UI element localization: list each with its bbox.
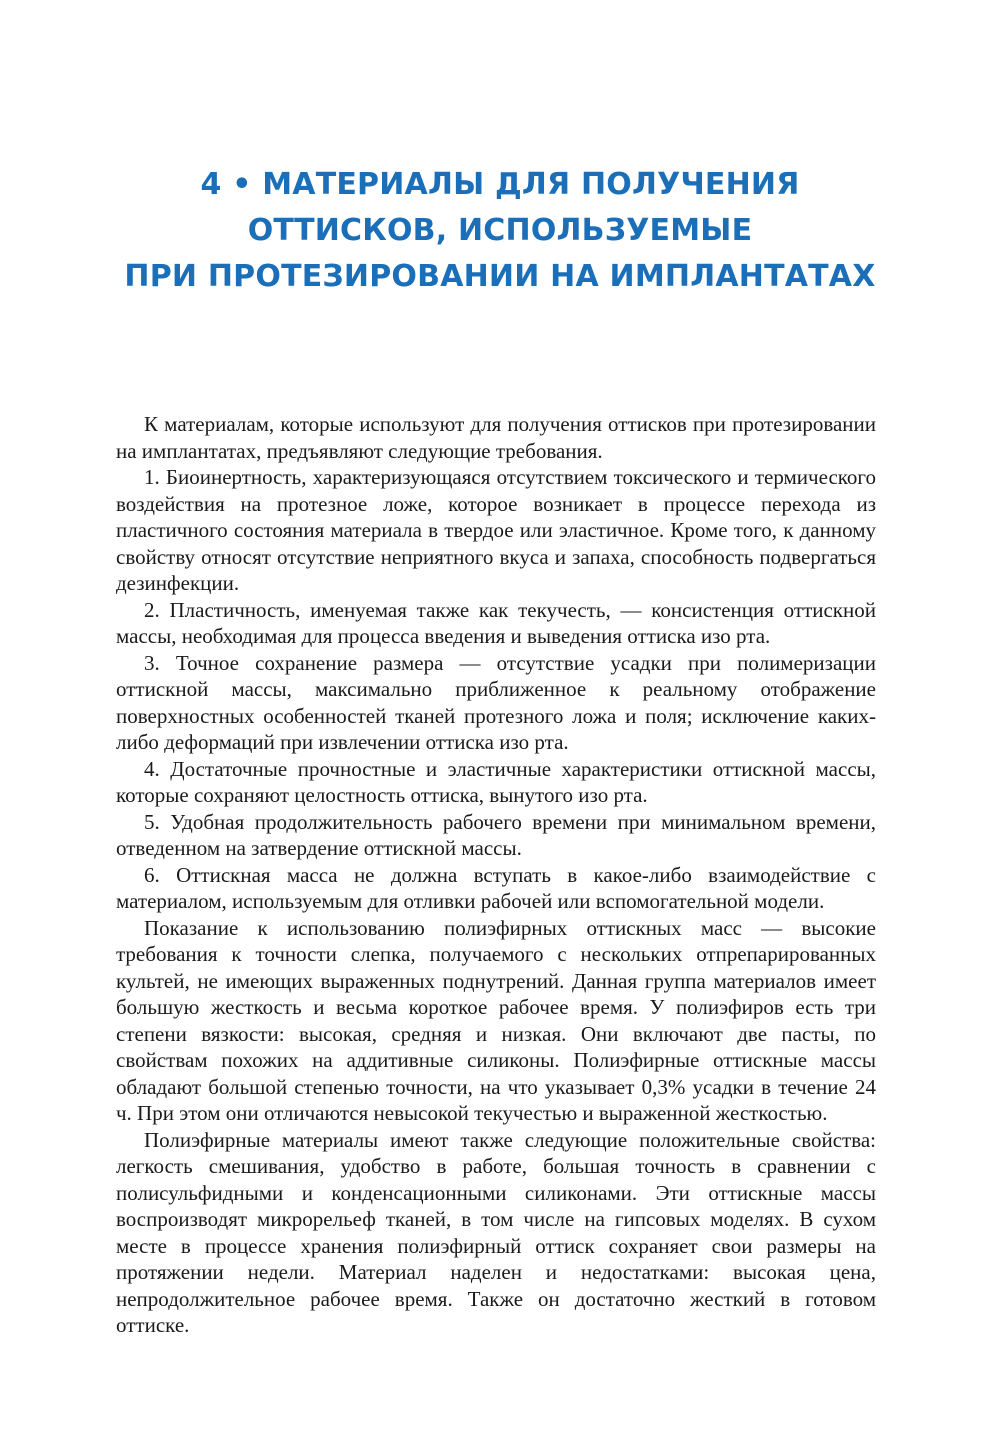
polyether-properties-paragraph: Полиэфирные материалы имеют также следующие положительные свойства: легкость смешивания, удобство в работе, большая точность в сравнении с полисульфидными и конденсационными силиконами. Эти оттискные массы воспроизводят микрорельеф тканей, в том числе на гипсовых моделях. В сухом месте в процессе хранения полиэфирный оттиск сохраняет свои размеры на протяжении недели. Материал наделен и недостатками: высокая цена, непродолжительное рабочее время. Также он достаточно жесткий в готовом оттиске. (116, 1127, 876, 1337)
requirement-working-time: 5. Удобная продолжительность рабочего времени при минимальном времени, отведенном на затвердение оттискной массы. (116, 809, 876, 860)
chapter-title (60, 162, 940, 300)
requirement-no-interaction: 6. Оттискная масса не должна вступать в какое-либо взаимодействие с материалом, используемым для отливки рабочей или вспомогательной модели. (116, 862, 876, 913)
polyether-indications-paragraph: Показание к использованию полиэфирных оттискных масс — высокие требования к точности слепка, получаемого с нескольких отпрепарированных культей, не имеющих выраженных поднутрений. Данная группа материалов имеет большую жесткость и весьма короткое рабочее время. У полиэфиров есть три степени вязкости: высокая, средняя и низкая. Они включают две пасты, по свойствам похожих на аддитивные силиконы. Полиэфирные оттискные массы обладают большой степенью точности, на что указывает 0,3% усадки в течение 24 ч. При этом они отличаются невысокой текучестью и выраженной жесткостью. (116, 915, 876, 1125)
chapter-title-line-1: 4 • МАТЕРИАЛЫ ДЛЯ ПОЛУЧЕНИЯ (200, 167, 800, 202)
requirement-strength-elasticity: 4. Достаточные прочностные и эластичные характеристики оттискной массы, которые сохраняют целостность оттиска, вынутого изо рта. (116, 756, 876, 807)
requirement-bioinertness: 1. Биоинертность, характеризующаяся отсутствием токсического и термического воздействия на протезное ложе, которое возникает в процессе перехода из пластичного состояния материала в твердое или эластичное. Кроме того, к данному свойству относят отсутствие неприятного вкуса и запаха, способность подвергаться дезинфекции. (116, 465, 876, 595)
chapter-title-line-3: ПРИ ПРОТЕЗИРОВАНИИ НА ИМПЛАНТАТАХ (124, 259, 876, 294)
requirement-plasticity: 2. Пластичность, именуемая также как текучесть, — консистенция оттискной массы, необходимая для процесса введения и выведения оттиска изо рта. (116, 597, 876, 648)
intro-paragraph: К материалам, которые используют для получения оттисков при протезировании на имплантатах, предъявляют следующие требования. (116, 412, 876, 463)
body-text (116, 411, 876, 1339)
requirement-dimensional-accuracy: 3. Точное сохранение размера — отсутствие усадки при полимеризации оттискной массы, максимально приближенное к реальному отображение поверхностных особенностей тканей протезного ложа и поля; исключение каких-либо деформаций при извлечении оттиска изо рта. (116, 650, 876, 754)
chapter-title-line-2: ОТТИСКОВ, ИСПОЛЬЗУЕМЫЕ (247, 213, 753, 248)
